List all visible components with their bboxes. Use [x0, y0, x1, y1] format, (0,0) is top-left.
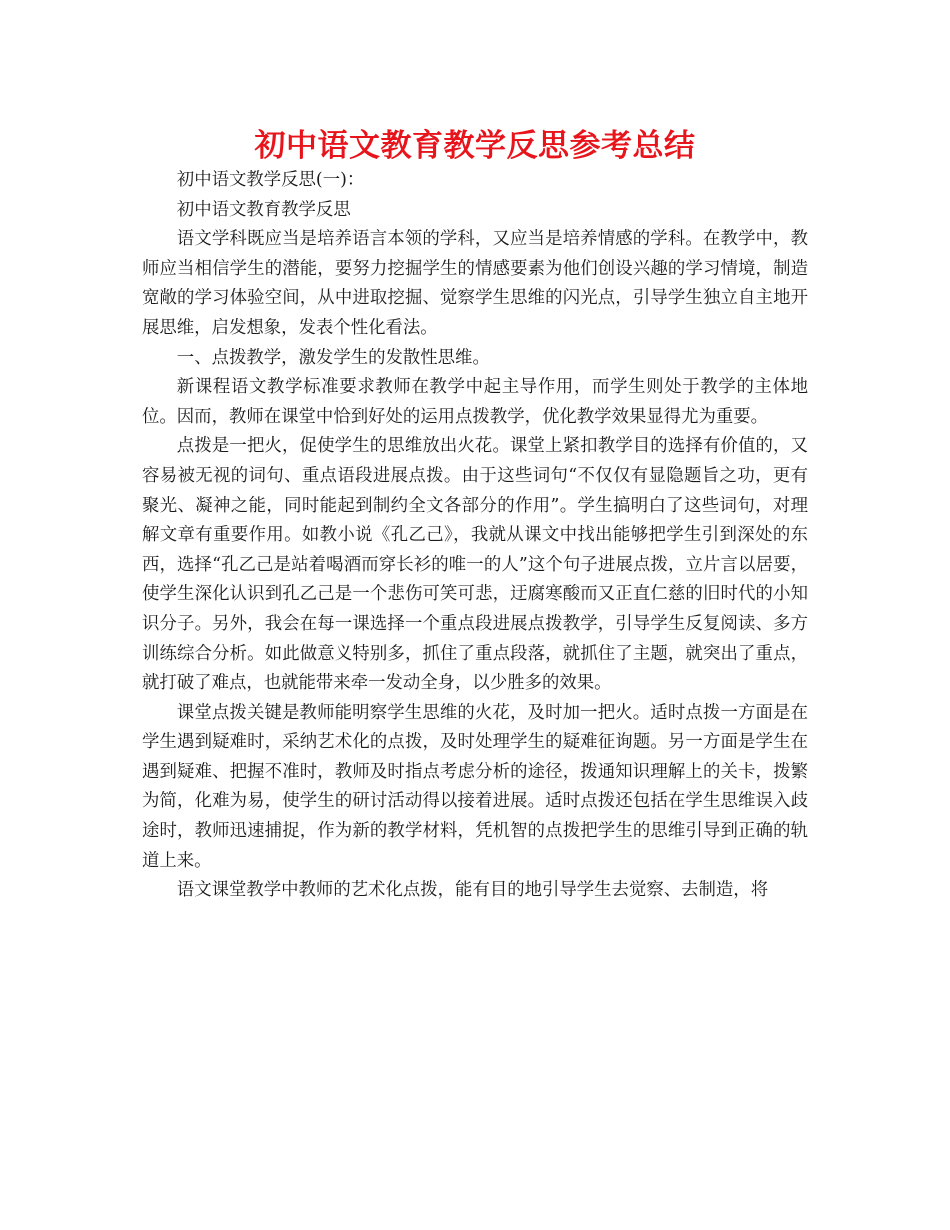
subtitle-paragraph: 初中语文教学反思(一)： [176, 170, 365, 190]
document-title: 初中语文教育教学反思参考总结 [254, 128, 696, 164]
body-paragraph: 点拨是一把火，促使学生的思维放出火花。课堂上紧扣教学目的选择有价值的，又容易被无视的词句、重点语段进展点拨。由于这些词句“不仅仅有显隐题旨之功，更有聚光、凝神之能，同时能起到制约全文各部分的作用”。学生搞明白了这些词句，对理解文章有重要作用。如教小说《孔乙己》，我就从课文中找出能够把学生引到深处的东西，选择“孔乙己是站着喝酒而穿长衫的唯一的人”这个句子进展点拨，立片言以居要，使学生深化认识到孔乙己是一个悲伤可笑可悲，迂腐寒酸而又正直仁慈的旧时代的小知识分子。另外，我会在每一课选择一个重点段进展点拨教学，引导学生反复阅读、多方训练综合分析。如此做意义特别多，抓住了重点段落，就抓住了主题，就突出了重点，就打破了难点，也就能带来牵一发动全身，以少胜多的效果。 [142, 436, 808, 694]
section-heading-paragraph: 一、点拨教学，激发学生的发散性思维。 [176, 347, 490, 368]
section-heading-paragraph: 初中语文教育教学反思 [176, 199, 351, 220]
document-body [142, 166, 808, 906]
body-paragraph: 语文课堂教学中教师的艺术化点拨，能有目的地引导学生去觉察、去制造，将 [176, 880, 769, 901]
body-paragraph: 课堂点拨关键是教师能明察学生思维的火花，及时加一把火。适时点拨一方面是在学生遇到疑难时，采纳艺术化的点拨，及时处理学生的疑难征询题。另一方面是学生在遇到疑难、把握不准时，教师及时指点考虑分析的途径，拨通知识理解上的关卡，拨繁为简，化难为易，使学生的研讨活动得以接着进展。适时点拨还包括在学生思维误入歧途时，教师迅速捕捉，作为新的教学材料，凭机智的点拨把学生的思维引导到正确的轨道上来。 [142, 702, 808, 871]
body-paragraph: 新课程语文教学标准要求教师在教学中起主导作用，而学生则处于教学的主体地位。因而，教师在课堂中恰到好处的运用点拨教学，优化教学效果显得尤为重要。 [142, 377, 808, 427]
body-paragraph: 语文学科既应当是培养语言本领的学科，又应当是培养情感的学科。在教学中，教师应当相信学生的潜能，要努力挖掘学生的情感要素为他们创设兴趣的学习情境，制造宽敞的学习体验空间，从中进取挖掘、觉察学生思维的闪光点，引导学生独立自主地开展思维，启发想象，发表个性化看法。 [142, 229, 808, 338]
